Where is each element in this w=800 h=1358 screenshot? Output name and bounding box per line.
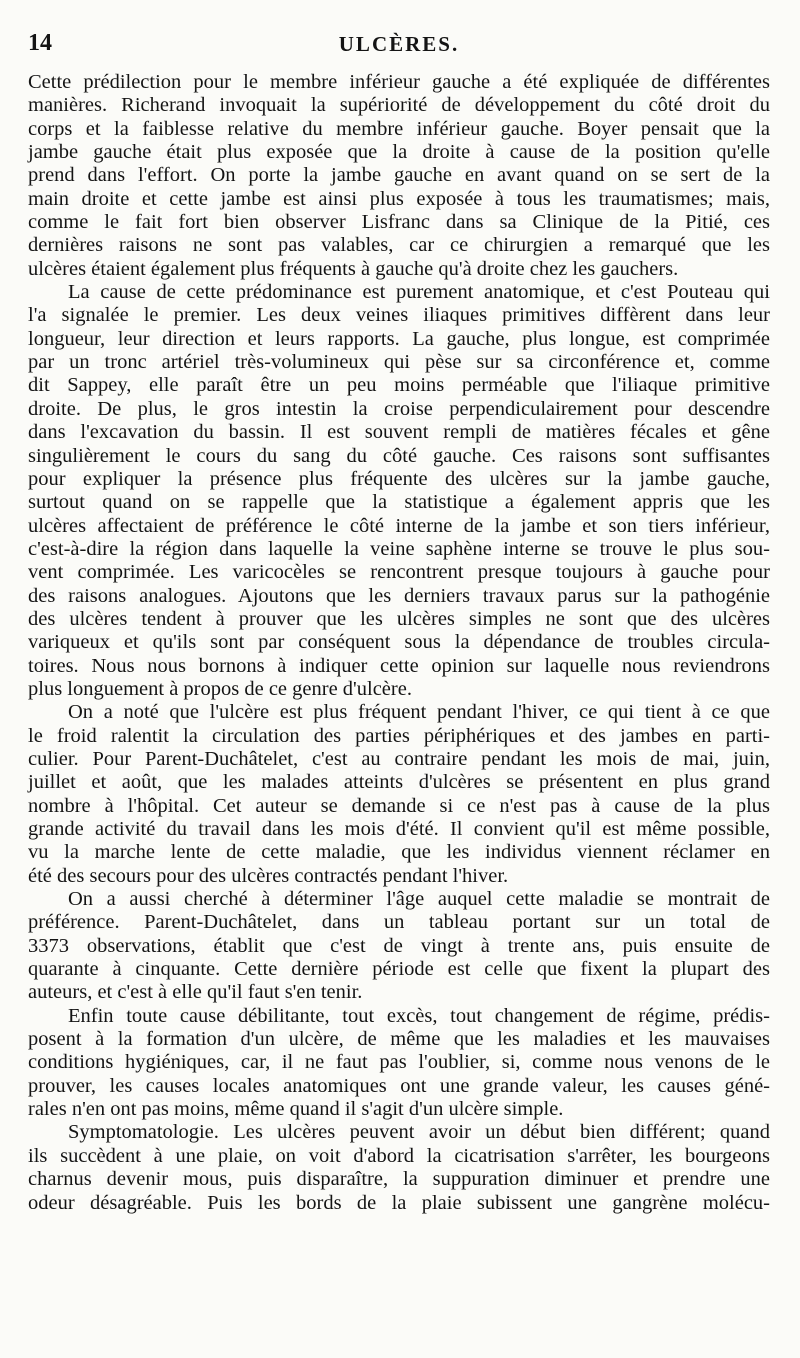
text-line: Symptomatologie. Les ulcères peuvent avoir un début bien différent; quand <box>68 1121 770 1144</box>
text-line: prend dans l'effort. On porte la jambe gauche en avant quand on se sert de la <box>28 164 770 187</box>
text-line: surtout quand on se rappelle que la statistique a également appris que les <box>28 491 770 514</box>
body-text <box>28 71 770 1215</box>
text-line: corps et la faiblesse relative du membre inférieur gauche. Boyer pensait que la <box>28 117 770 140</box>
text-line: posent à la formation d'un ulcère, de même que les maladies et les mauvaises <box>28 1028 770 1051</box>
text-line: droite. De plus, le gros intestin la croise perpendiculairement pour descendre <box>28 397 770 420</box>
text-line: quarante à cinquante. Cette dernière période est celle que fixent la plupart des <box>28 958 770 981</box>
text-line: prouver, les causes locales anatomiques ont une grande valeur, les causes géné- <box>28 1074 770 1097</box>
text-line: c'est-à-dire la région dans laquelle la veine saphène interne se trouve le plus sou- <box>28 537 770 560</box>
text-line: charnus devenir mous, puis disparaître, la suppuration diminuer et prendre une <box>28 1168 770 1191</box>
text-line: pour expliquer la présence plus fréquente des ulcères sur la jambe gauche, <box>28 467 770 490</box>
text-line: On a noté que l'ulcère est plus fréquent pendant l'hiver, ce qui tient à ce que <box>68 701 770 724</box>
text-line: ulcères affectaient de préférence le côté interne de la jambe et son tiers inférieur, <box>28 514 770 537</box>
text-line: manières. Richerand invoquait la supériorité de développement du côté droit du <box>28 94 770 117</box>
text-line: conditions hygiéniques, car, il ne faut pas l'oublier, si, comme nous venons de le <box>28 1051 770 1074</box>
text-line: rales n'en ont pas moins, même quand il s'agit d'un ulcère simple. <box>28 1098 564 1121</box>
text-line: été des secours pour des ulcères contractés pendant l'hiver. <box>28 864 509 887</box>
page-number: 14 <box>28 30 52 56</box>
text-line: On a aussi cherché à déterminer l'âge auquel cette maladie se montrait de <box>68 888 770 911</box>
text-line: vu la marche lente de cette maladie, que les individus viennent réclamer en <box>28 841 770 864</box>
text-line: culier. Pour Parent-Duchâtelet, c'est au contraire pendant les mois de mai, juin, <box>28 747 770 770</box>
text-line: auteurs, et c'est à elle qu'il faut s'en tenir. <box>28 981 363 1004</box>
text-line: des raisons analogues. Ajoutons que les derniers travaux parus sur la pathogénie <box>28 584 770 607</box>
running-head <box>28 30 770 60</box>
text-line: ils succèdent à une plaie, on voit d'abord la cicatrisation s'arrêter, les bourgeons <box>28 1144 770 1167</box>
text-line: singulièrement le cours du sang du côté gauche. Ces raisons sont suffisantes <box>28 444 770 467</box>
text-line: des ulcères tendent à prouver que les ulcères simples ne sont que des ulcères <box>28 607 770 630</box>
text-line: le froid ralentit la circulation des parties périphériques et des jambes en parti- <box>28 724 770 747</box>
text-line: Enfin toute cause débilitante, tout excès, tout changement de régime, prédis- <box>68 1004 770 1027</box>
text-line: par un tronc artériel très-volumineux qui pèse sur sa circonférence et, comme <box>28 351 770 374</box>
text-line: jambe gauche était plus exposée que la droite à cause de la position qu'elle <box>28 141 770 164</box>
text-line: 3373 observations, établit que c'est de vingt à trente ans, puis ensuite de <box>28 934 770 957</box>
running-title: ULCÈRES. <box>338 32 460 56</box>
text-line: dans l'excavation du bassin. Il est souvent rempli de matières fécales et gêne <box>28 421 770 444</box>
text-line: juillet et août, que les malades atteints d'ulcères se présentent en plus grand <box>28 771 770 794</box>
text-line: dit Sappey, elle paraît être un peu moins perméable que l'iliaque primitive <box>28 374 770 397</box>
text-line: dernières raisons ne sont pas valables, car ce chirurgien a remarqué que les <box>28 234 770 257</box>
text-line: l'a signalée le premier. Les deux veines iliaques primitives diffèrent dans leur <box>28 304 770 327</box>
text-line: préférence. Parent-Duchâtelet, dans un tableau portant sur un total de <box>28 911 770 934</box>
text-line: variqueux et qu'ils sont par conséquent sous la dépendance de troubles circula- <box>28 631 770 654</box>
text-line: La cause de cette prédominance est purement anatomique, et c'est Pouteau qui <box>68 281 770 304</box>
text-line: plus longuement à propos de ce genre d'ulcère. <box>28 677 412 700</box>
text-line: longueur, leur direction et leurs rapports. La gauche, plus longue, est comprimée <box>28 327 770 350</box>
text-line: comme le fait fort bien observer Lisfranc dans sa Clinique de la Pitié, ces <box>28 211 770 234</box>
text-line: toires. Nous nous bornons à indiquer cette opinion sur laquelle nous reviendrons <box>28 654 770 677</box>
text-line: grande activité du travail dans les mois d'été. Il convient qu'il est même possible, <box>28 818 770 840</box>
text-line: main droite et cette jambe est ainsi plus exposée à tous les traumatismes; mais, <box>28 187 770 210</box>
text-line: vent comprimée. Les varicocèles se rencontrent presque toujours à gauche pour <box>28 561 770 584</box>
text-line: Cette prédilection pour le membre inférieur gauche a été expliquée de différentes <box>28 71 770 93</box>
text-line: nombre à l'hôpital. Cet auteur se demande si ce n'est pas à cause de la plus <box>28 794 770 817</box>
text-line: odeur désagréable. Puis les bords de la plaie subissent une gangrène molécu- <box>28 1191 770 1214</box>
text-line: ulcères étaient également plus fréquents à gauche qu'à droite chez les gauchers. <box>28 257 679 280</box>
